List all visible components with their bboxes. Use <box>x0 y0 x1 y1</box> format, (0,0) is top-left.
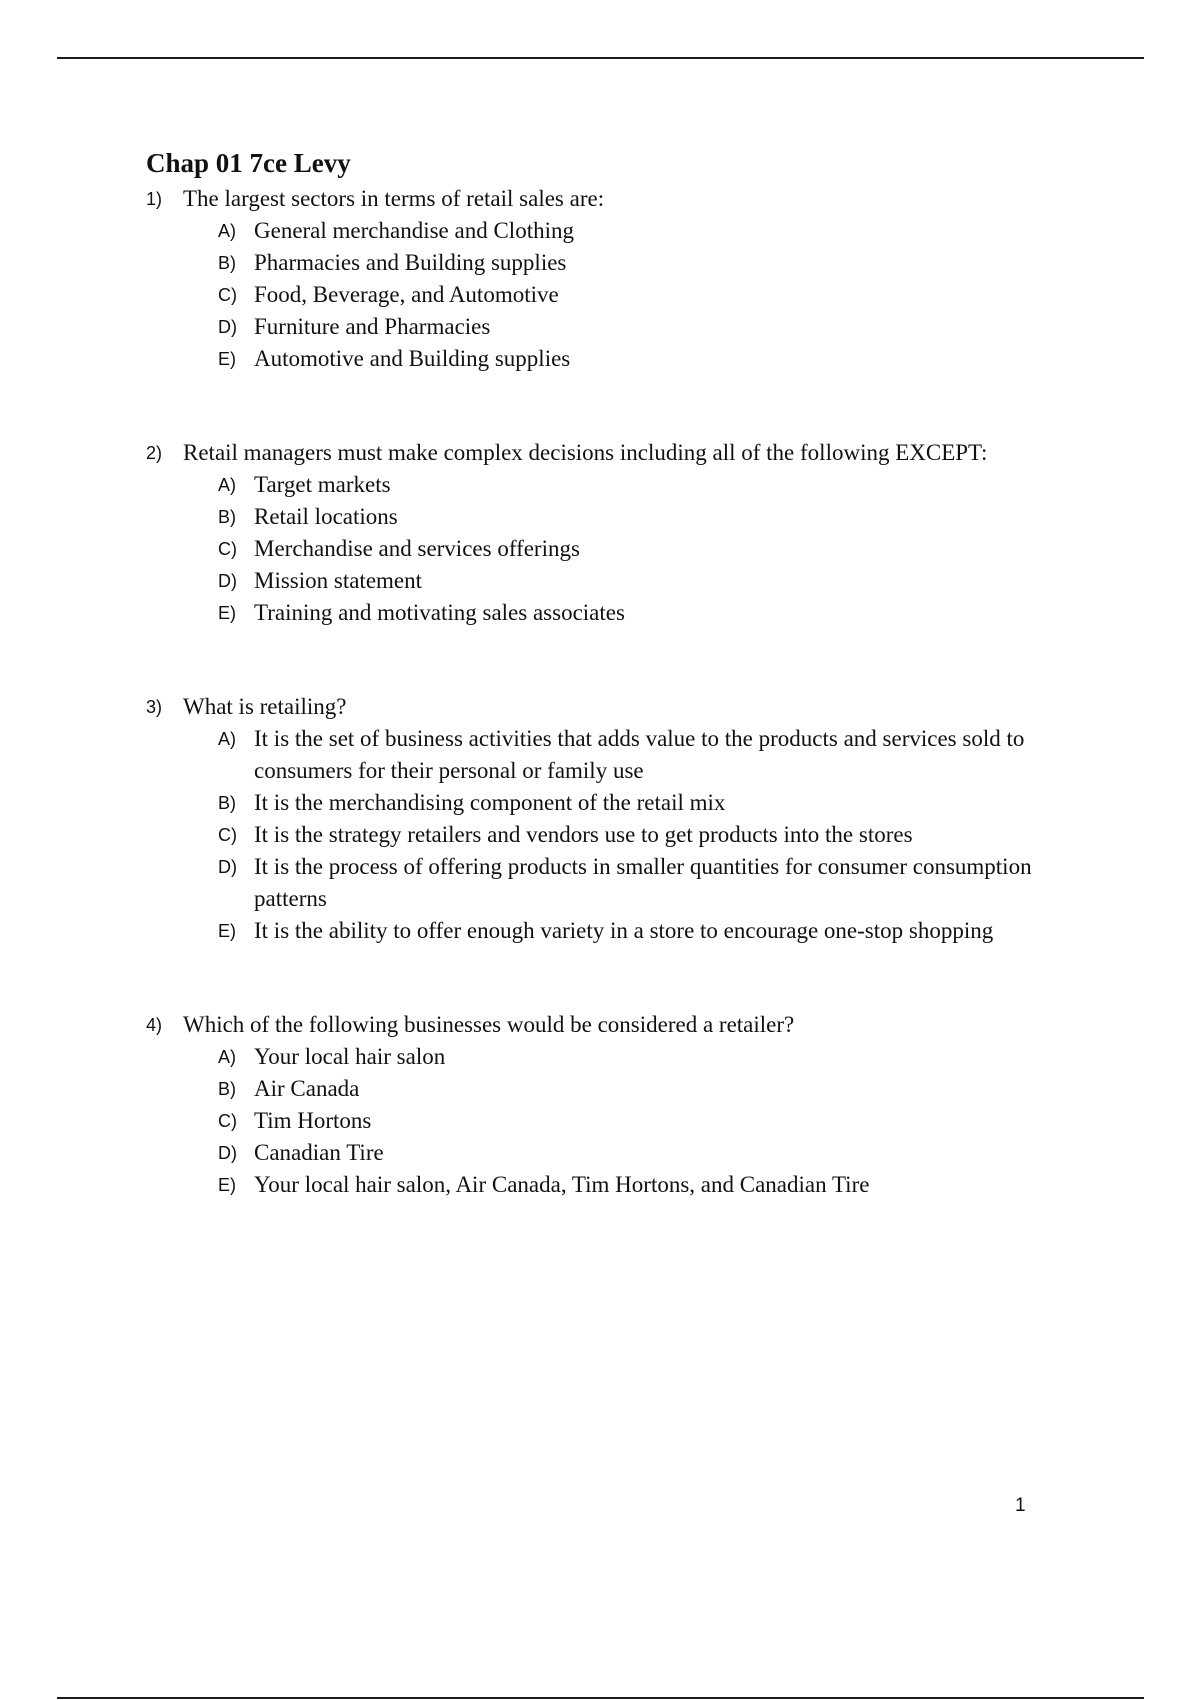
option-text: Air Canada <box>254 1076 360 1101</box>
question-4-options <box>146 1041 1106 1201</box>
option-e <box>146 1169 1106 1201</box>
question-text: Which of the following businesses would be considered a retailer? <box>183 1012 795 1037</box>
option-letter: A) <box>218 475 236 495</box>
option-text: Your local hair salon <box>254 1044 446 1069</box>
option-d <box>146 311 1106 343</box>
option-e <box>146 597 1106 629</box>
option-text: Automotive and Building supplies <box>254 346 571 371</box>
option-letter: D) <box>218 317 237 337</box>
question-1-options <box>146 215 1106 375</box>
question-number: 1) <box>146 189 163 209</box>
option-text: Merchandise and services offerings <box>254 536 580 561</box>
document-title: Chap 01 7ce Levy <box>146 148 351 178</box>
option-letter: E) <box>218 1175 236 1195</box>
option-text: Furniture and Pharmacies <box>254 314 491 339</box>
option-e <box>146 915 1106 947</box>
option-text: Training and motivating sales associates <box>254 600 625 625</box>
option-letter: B) <box>218 253 236 273</box>
question-2-stem <box>146 437 1106 469</box>
option-letter: D) <box>218 571 237 591</box>
option-letter: B) <box>218 793 236 813</box>
page-number: 1 <box>1015 1495 1026 1516</box>
question-2-options <box>146 469 1106 629</box>
option-c <box>146 533 1106 565</box>
option-letter: C) <box>218 825 237 845</box>
option-letter: D) <box>218 1143 237 1163</box>
question-number: 4) <box>146 1015 163 1035</box>
option-a <box>146 1041 1106 1073</box>
question-spacer <box>146 947 1106 1009</box>
option-c <box>146 1105 1106 1137</box>
question-spacer <box>146 375 1106 437</box>
question-3 <box>146 691 1106 947</box>
option-letter: A) <box>218 729 236 749</box>
question-text: What is retailing? <box>183 694 347 719</box>
question-1 <box>146 183 1106 375</box>
option-text: Mission statement <box>254 568 423 593</box>
option-letter: C) <box>218 1111 237 1131</box>
option-text: It is the merchandising component of the retail mix <box>254 790 726 815</box>
option-c <box>146 819 1106 851</box>
document-body <box>146 145 1106 1201</box>
question-2 <box>146 437 1106 629</box>
question-number: 2) <box>146 443 163 463</box>
option-e <box>146 343 1106 375</box>
option-b <box>146 247 1106 279</box>
question-text: The largest sectors in terms of retail sales are: <box>183 186 605 211</box>
option-b <box>146 787 1106 819</box>
question-4 <box>146 1009 1106 1201</box>
question-3-options <box>146 723 1106 947</box>
option-b <box>146 501 1106 533</box>
option-letter: B) <box>218 1079 236 1099</box>
option-letter: B) <box>218 507 236 527</box>
option-d <box>146 1137 1106 1169</box>
option-c <box>146 279 1106 311</box>
option-text: Pharmacies and Building supplies <box>254 250 567 275</box>
option-letter: A) <box>218 1047 236 1067</box>
question-3-stem <box>146 691 1106 723</box>
option-letter: C) <box>218 285 237 305</box>
option-letter: C) <box>218 539 237 559</box>
option-text: It is the process of offering products in smaller quantities for consumer consumption patterns <box>254 854 1032 911</box>
option-text: It is the set of business activities that adds value to the products and services sold to consumers for their personal or family use <box>254 726 1025 783</box>
option-d <box>146 851 1106 915</box>
option-d <box>146 565 1106 597</box>
question-spacer <box>146 629 1106 691</box>
option-letter: E) <box>218 349 236 369</box>
option-a <box>146 215 1106 247</box>
option-a <box>146 723 1106 787</box>
option-text: It is the ability to offer enough variety in a store to encourage one-stop shopping <box>254 918 994 943</box>
question-4-stem <box>146 1009 1106 1041</box>
option-text: Canadian Tire <box>254 1140 384 1165</box>
option-b <box>146 1073 1106 1105</box>
question-1-stem <box>146 183 1106 215</box>
option-letter: A) <box>218 221 236 241</box>
option-text: Target markets <box>254 472 391 497</box>
option-letter: D) <box>218 857 237 877</box>
option-text: Food, Beverage, and Automotive <box>254 282 559 307</box>
option-letter: E) <box>218 921 236 941</box>
option-letter: E) <box>218 603 236 623</box>
option-text: Your local hair salon, Air Canada, Tim Hortons, and Canadian Tire <box>254 1172 870 1197</box>
option-a <box>146 469 1106 501</box>
top-rule <box>57 57 1144 59</box>
option-text: General merchandise and Clothing <box>254 218 574 243</box>
option-text: Tim Hortons <box>254 1108 372 1133</box>
bottom-rule <box>57 1697 1144 1699</box>
question-number: 3) <box>146 697 163 717</box>
question-text: Retail managers must make complex decisions including all of the following EXCEPT: <box>183 440 988 465</box>
option-text: Retail locations <box>254 504 398 529</box>
option-text: It is the strategy retailers and vendors use to get products into the stores <box>254 822 913 847</box>
